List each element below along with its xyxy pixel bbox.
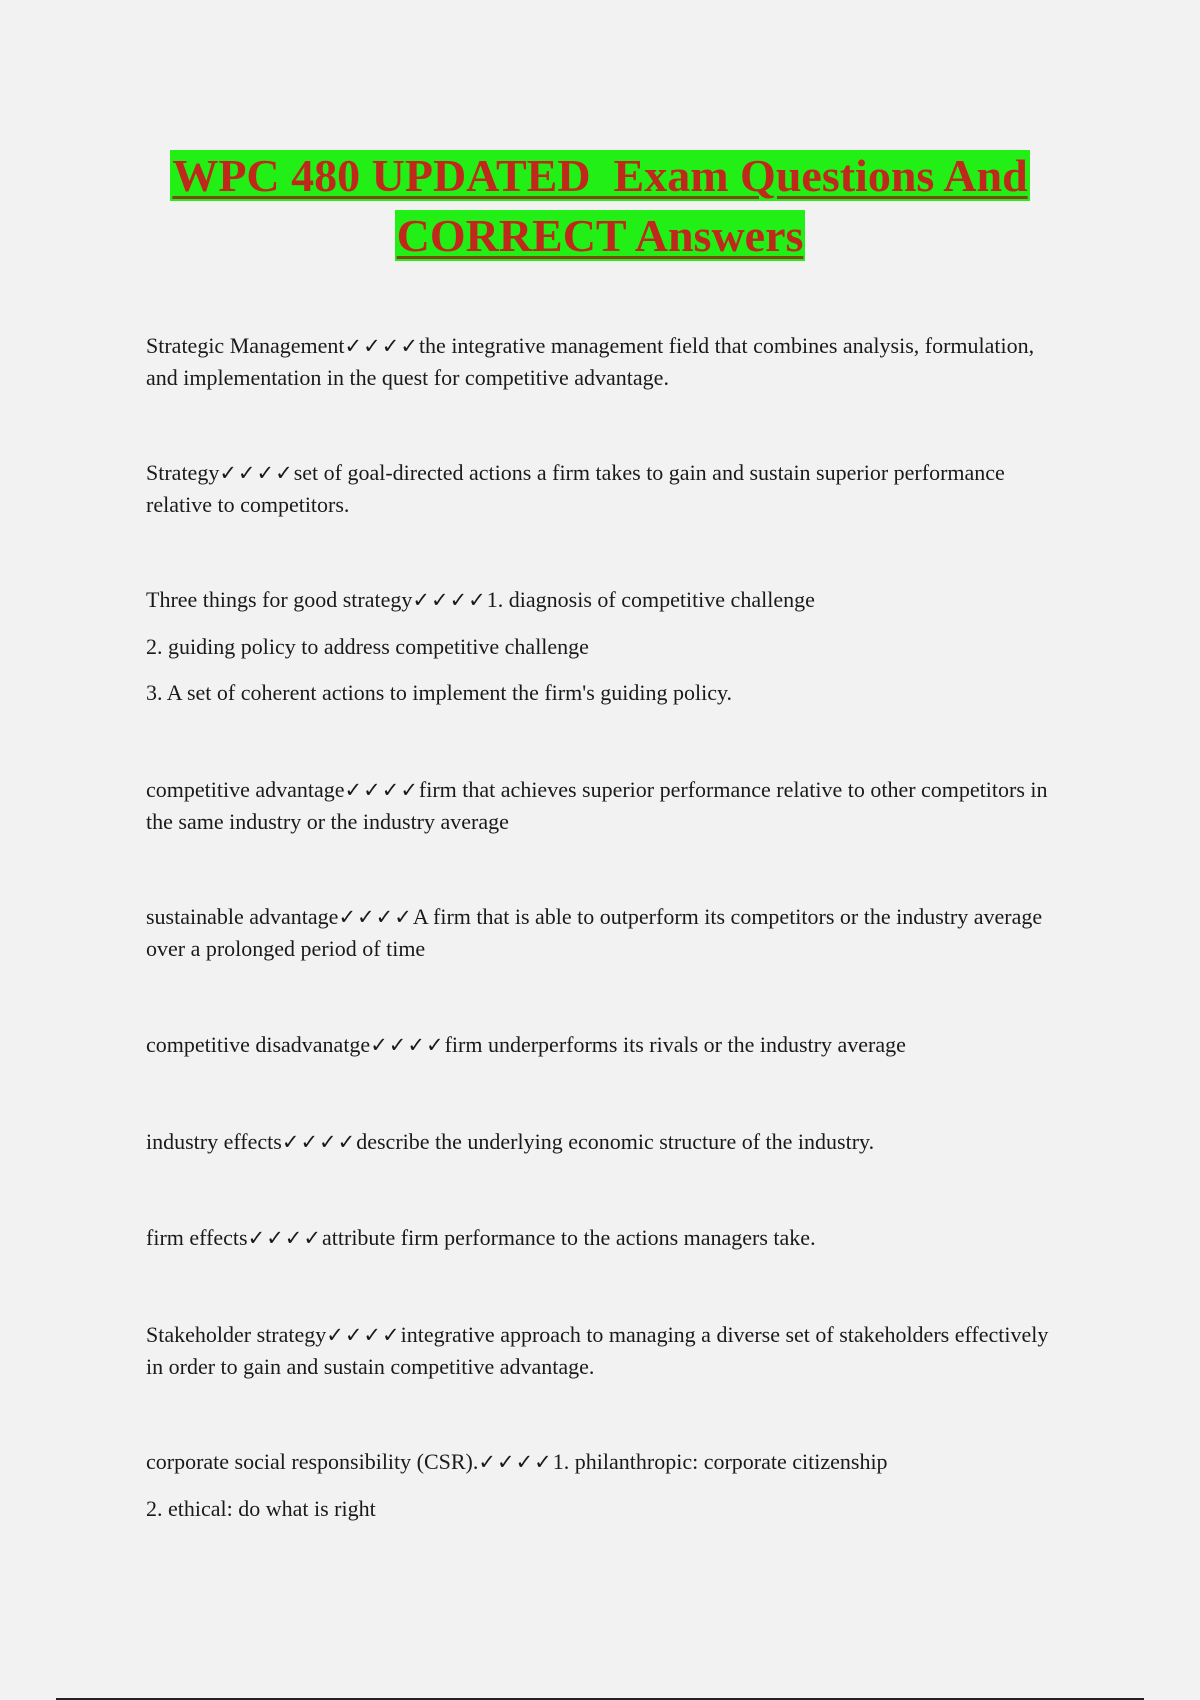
definition: integrative approach to managing a diverse set of stakeholders effectively in order to gain and sustain competitive advantage. bbox=[146, 1322, 1049, 1379]
qa-entry-competitive-disadvantage bbox=[146, 1029, 1066, 1061]
term: Stakeholder strategy bbox=[146, 1322, 327, 1347]
definition: firm underperforms its rivals or the industry average bbox=[444, 1032, 906, 1057]
qa-entry-competitive-advantage bbox=[146, 774, 1066, 837]
term: Strategy bbox=[146, 460, 220, 485]
document-title bbox=[100, 146, 1100, 266]
term: industry effects bbox=[146, 1129, 282, 1154]
checkmarks-icon: ✓✓✓✓ bbox=[326, 1323, 401, 1347]
definition: 1. philanthropic: corporate citizenship bbox=[552, 1449, 888, 1474]
checkmarks-icon: ✓✓✓✓ bbox=[344, 334, 419, 358]
term: competitive disadvanatge bbox=[146, 1032, 371, 1057]
checkmarks-icon: ✓✓✓✓ bbox=[281, 1130, 357, 1154]
qa-entry-three-things bbox=[146, 584, 1066, 708]
checkmarks-icon: ✓✓✓✓ bbox=[219, 461, 294, 485]
term: Strategic Management bbox=[146, 333, 345, 358]
definition: A firm that is able to outperform its competitors or the industry average over a prolonged period of time bbox=[146, 904, 1043, 961]
definition: the integrative management field that combines analysis, formulation, and implementation in the quest for competitive advantage. bbox=[146, 333, 1035, 390]
term: competitive advantage bbox=[146, 777, 345, 802]
term: sustainable advantage bbox=[146, 904, 339, 929]
title-line-1: WPC 480 UPDATED Exam Questions And bbox=[172, 150, 1028, 201]
checkmarks-icon: ✓✓✓✓ bbox=[344, 778, 419, 802]
definition: set of goal-directed actions a firm takes to gain and sustain superior performance relative to competitors. bbox=[146, 460, 1005, 517]
qa-entry-industry-effects bbox=[146, 1126, 1066, 1158]
qa-entry-strategy bbox=[146, 457, 1066, 520]
checkmarks-icon: ✓✓✓✓ bbox=[478, 1450, 553, 1474]
checkmarks-icon: ✓✓✓✓ bbox=[370, 1033, 445, 1057]
definition: 1. diagnosis of competitive challenge bbox=[486, 587, 815, 612]
qa-entry-csr bbox=[146, 1446, 1066, 1524]
term: corporate social responsibility (CSR). bbox=[146, 1449, 479, 1474]
qa-entry-strategic-management bbox=[146, 330, 1066, 393]
definition-continuation: 3. A set of coherent actions to implement the firm's guiding policy. bbox=[146, 680, 733, 705]
qa-entry-firm-effects bbox=[146, 1222, 1066, 1254]
checkmarks-icon: ✓✓✓✓ bbox=[247, 1226, 322, 1250]
definition-continuation: 2. ethical: do what is right bbox=[146, 1496, 376, 1521]
checkmarks-icon: ✓✓✓✓ bbox=[338, 905, 413, 929]
definition: attribute firm performance to the actions managers take. bbox=[322, 1225, 816, 1250]
qa-entry-stakeholder-strategy bbox=[146, 1319, 1066, 1382]
term: firm effects bbox=[146, 1225, 248, 1250]
checkmarks-icon: ✓✓✓✓ bbox=[412, 588, 487, 612]
definition-continuation: 2. guiding policy to address competitive challenge bbox=[146, 634, 589, 659]
title-line-2: CORRECT Answers bbox=[396, 210, 804, 261]
definition: describe the underlying economic structure of the industry. bbox=[356, 1129, 875, 1154]
definition: firm that achieves superior performance relative to other competitors in the same industry or the industry average bbox=[146, 777, 1048, 834]
term: Three things for good strategy bbox=[146, 587, 413, 612]
qa-entry-sustainable-advantage bbox=[146, 901, 1066, 964]
